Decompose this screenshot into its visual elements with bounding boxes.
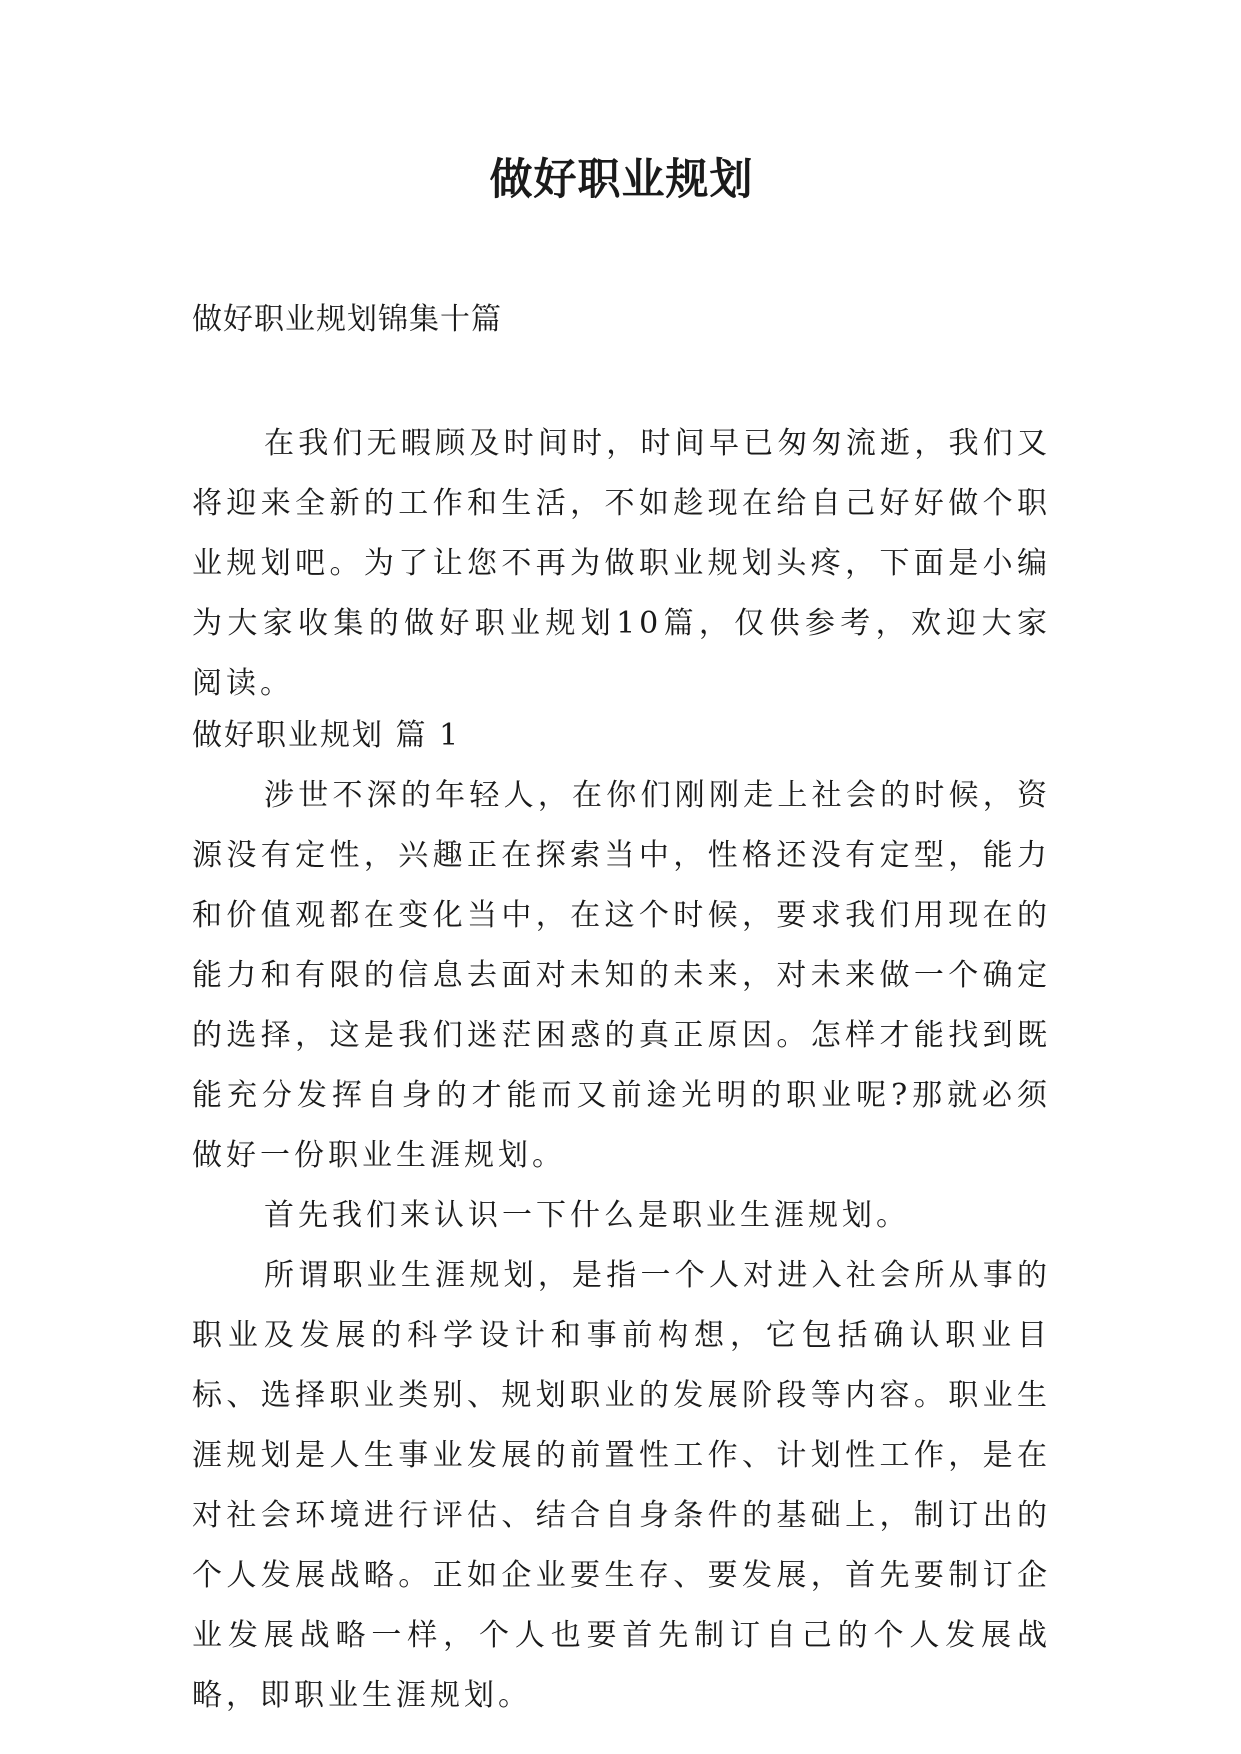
section-heading: 做好职业规划 篇 1: [192, 718, 461, 753]
document-subtitle: 做好职业规划锦集十篇: [192, 302, 502, 337]
intro-paragraph: 在我们无暇顾及时间时，时间早已匆匆流逝，我们又将迎来全新的工作和生活，不如趁现在给自己好好做个职业规划吧。为了让您不再为做职业规划头疼，下面是小编为大家收集的做好职业规划10篇，仅供参考，欢迎大家阅读。: [192, 426, 1051, 701]
document-body: [192, 414, 1051, 1726]
body-paragraph: 涉世不深的年轻人，在你们刚刚走上社会的时候，资源没有定性，兴趣正在探索当中，性格还没有定型，能力和价值观都在变化当中，在这个时候，要求我们用现在的能力和有限的信息去面对未知的未来，对未来做一个确定的选择，这是我们迷茫困惑的真正原因。怎样才能找到既能充分发挥自身的才能而又前途光明的职业呢?那就必须做好一份职业生涯规划。: [192, 778, 1051, 1173]
document-title: 做好职业规划: [489, 155, 754, 205]
body-paragraph: 首先我们来认识一下什么是职业生涯规划。: [264, 1198, 910, 1233]
body-paragraph: 所谓职业生涯规划，是指一个人对进入社会所从事的职业及发展的科学设计和事前构想，它包括确认职业目标、选择职业类别、规划职业的发展阶段等内容。职业生涯规划是人生事业发展的前置性工作、计划性工作，是在对社会环境进行评估、结合自身条件的基础上，制订出的个人发展战略。正如企业要生存、要发展，首先要制订企业发展战略一样，个人也要首先制订自己的个人发展战略，即职业生涯规划。: [192, 1258, 1051, 1713]
